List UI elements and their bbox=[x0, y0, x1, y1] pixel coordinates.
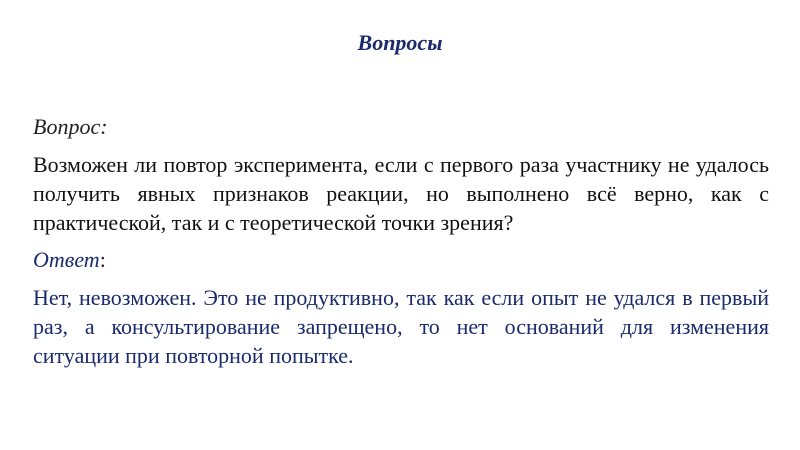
question-text: Возможен ли повтор эксперимента, если с первого раза участнику не удалось получить явных признаков реакции, но выполнено всё верно, как с практической, так и с теоретической точки зрения? bbox=[33, 152, 769, 235]
slide-content bbox=[33, 112, 769, 378]
answer-label-colon: : bbox=[99, 247, 106, 272]
answer-text: Нет, невозможен. Это не продуктивно, так как если опыт не удался в первый раз, а консультирование запрещено, то нет оснований для изменения ситуации при повторной попытке. bbox=[33, 285, 769, 368]
slide-title: Вопросы bbox=[357, 30, 443, 55]
answer-label: Ответ bbox=[33, 247, 100, 272]
question-label: Вопрос: bbox=[33, 114, 108, 139]
answer-label-line bbox=[33, 245, 769, 275]
